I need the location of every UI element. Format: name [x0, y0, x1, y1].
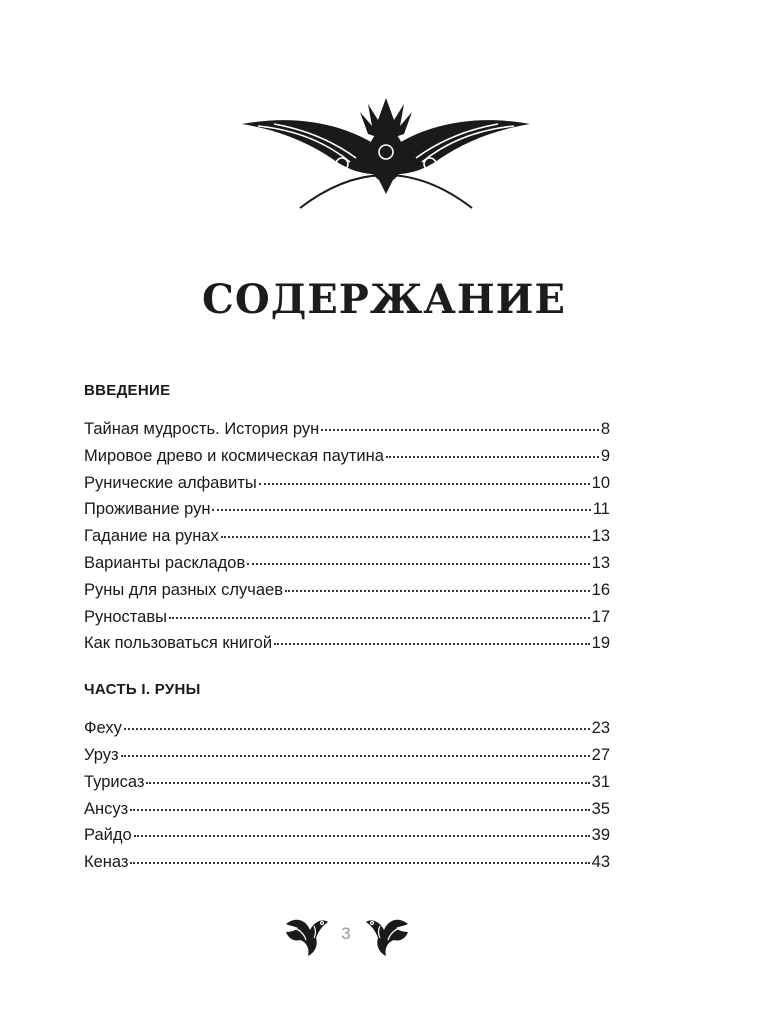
table-of-contents — [84, 380, 610, 876]
dot-leader — [146, 781, 589, 784]
toc-entry-title: Рунические алфавиты — [84, 473, 257, 492]
toc-entry-page: 23 — [591, 719, 610, 738]
page-title: СОДЕРЖАНИЕ — [202, 276, 566, 323]
dot-leader — [247, 562, 589, 565]
toc-entry-page: 11 — [592, 500, 610, 519]
toc-entry-title: Уруз — [84, 745, 119, 764]
toc-entry-title: Ансуз — [84, 799, 129, 818]
toc-entry-page: 35 — [591, 799, 610, 818]
toc-entry-title: Руноставы — [84, 607, 167, 626]
bird-ornament-icon — [364, 914, 410, 958]
dot-leader — [274, 642, 590, 645]
dot-leader — [259, 482, 590, 485]
toc-section-part-one — [84, 679, 610, 876]
toc-section-title: ЧАСТЬ I. РУНЫ — [84, 681, 201, 699]
dot-leader — [121, 754, 590, 757]
toc-entry-page: 19 — [591, 634, 610, 653]
toc-entry[interactable] — [84, 630, 610, 657]
toc-entry-page: 13 — [591, 553, 610, 572]
toc-entry-title: Феху — [84, 719, 122, 738]
toc-entry[interactable] — [84, 416, 610, 443]
bird-ornament-icon — [284, 914, 330, 958]
toc-entry-page: 43 — [591, 853, 610, 872]
toc-entry[interactable] — [84, 470, 610, 497]
dot-leader — [221, 535, 590, 538]
dot-leader — [130, 808, 589, 811]
toc-entry[interactable] — [84, 822, 610, 849]
page-footer — [0, 914, 768, 962]
dot-leader — [169, 616, 590, 619]
toc-entry-page: 31 — [591, 772, 610, 791]
toc-entry[interactable] — [84, 550, 610, 577]
dot-leader — [134, 834, 590, 837]
dot-leader — [212, 508, 590, 511]
toc-entry-title: Мировое древо и космическая паутина — [84, 446, 384, 465]
toc-entry[interactable] — [84, 796, 610, 823]
toc-entry-page: 27 — [591, 745, 610, 764]
dot-leader — [321, 428, 599, 431]
toc-entry-page: 10 — [591, 473, 610, 492]
toc-entry-title: Руны для разных случаев — [84, 580, 283, 599]
toc-entry-page: 16 — [591, 580, 610, 599]
page-number: 3 — [341, 924, 351, 943]
dot-leader — [124, 727, 590, 730]
toc-entry-title: Гадание на рунах — [84, 527, 219, 546]
toc-entry[interactable] — [84, 496, 610, 523]
toc-entry-page: 17 — [591, 607, 610, 626]
dot-leader — [285, 589, 590, 592]
toc-entry[interactable] — [84, 849, 610, 876]
toc-entry-title: Как пользоваться книгой — [84, 634, 273, 653]
toc-entry-page: 39 — [591, 826, 610, 845]
toc-entry-page: 9 — [600, 446, 610, 465]
toc-section-introduction — [84, 380, 610, 657]
toc-entry[interactable] — [84, 769, 610, 796]
toc-entry[interactable] — [84, 715, 610, 742]
toc-entry[interactable] — [84, 577, 610, 604]
dot-leader — [386, 455, 599, 458]
toc-entry-title: Варианты раскладов — [84, 553, 246, 572]
toc-entry[interactable] — [84, 604, 610, 631]
toc-entry-title: Кеназ — [84, 853, 129, 872]
toc-entry-page: 13 — [591, 527, 610, 546]
toc-entry-title: Райдо — [84, 826, 132, 845]
toc-entry-page: 8 — [600, 420, 610, 438]
toc-entry-title: Проживание рун — [84, 500, 211, 519]
winged-sun-emblem-icon — [238, 90, 534, 210]
dot-leader — [130, 861, 589, 864]
toc-entry-title: Тайная мудрость. История рун — [84, 420, 320, 438]
toc-entry[interactable] — [84, 523, 610, 550]
toc-entry[interactable] — [84, 742, 610, 769]
toc-entry[interactable] — [84, 443, 610, 470]
toc-section-title: ВВЕДЕНИЕ — [84, 382, 171, 399]
toc-entry-title: Турисаз — [84, 772, 145, 791]
